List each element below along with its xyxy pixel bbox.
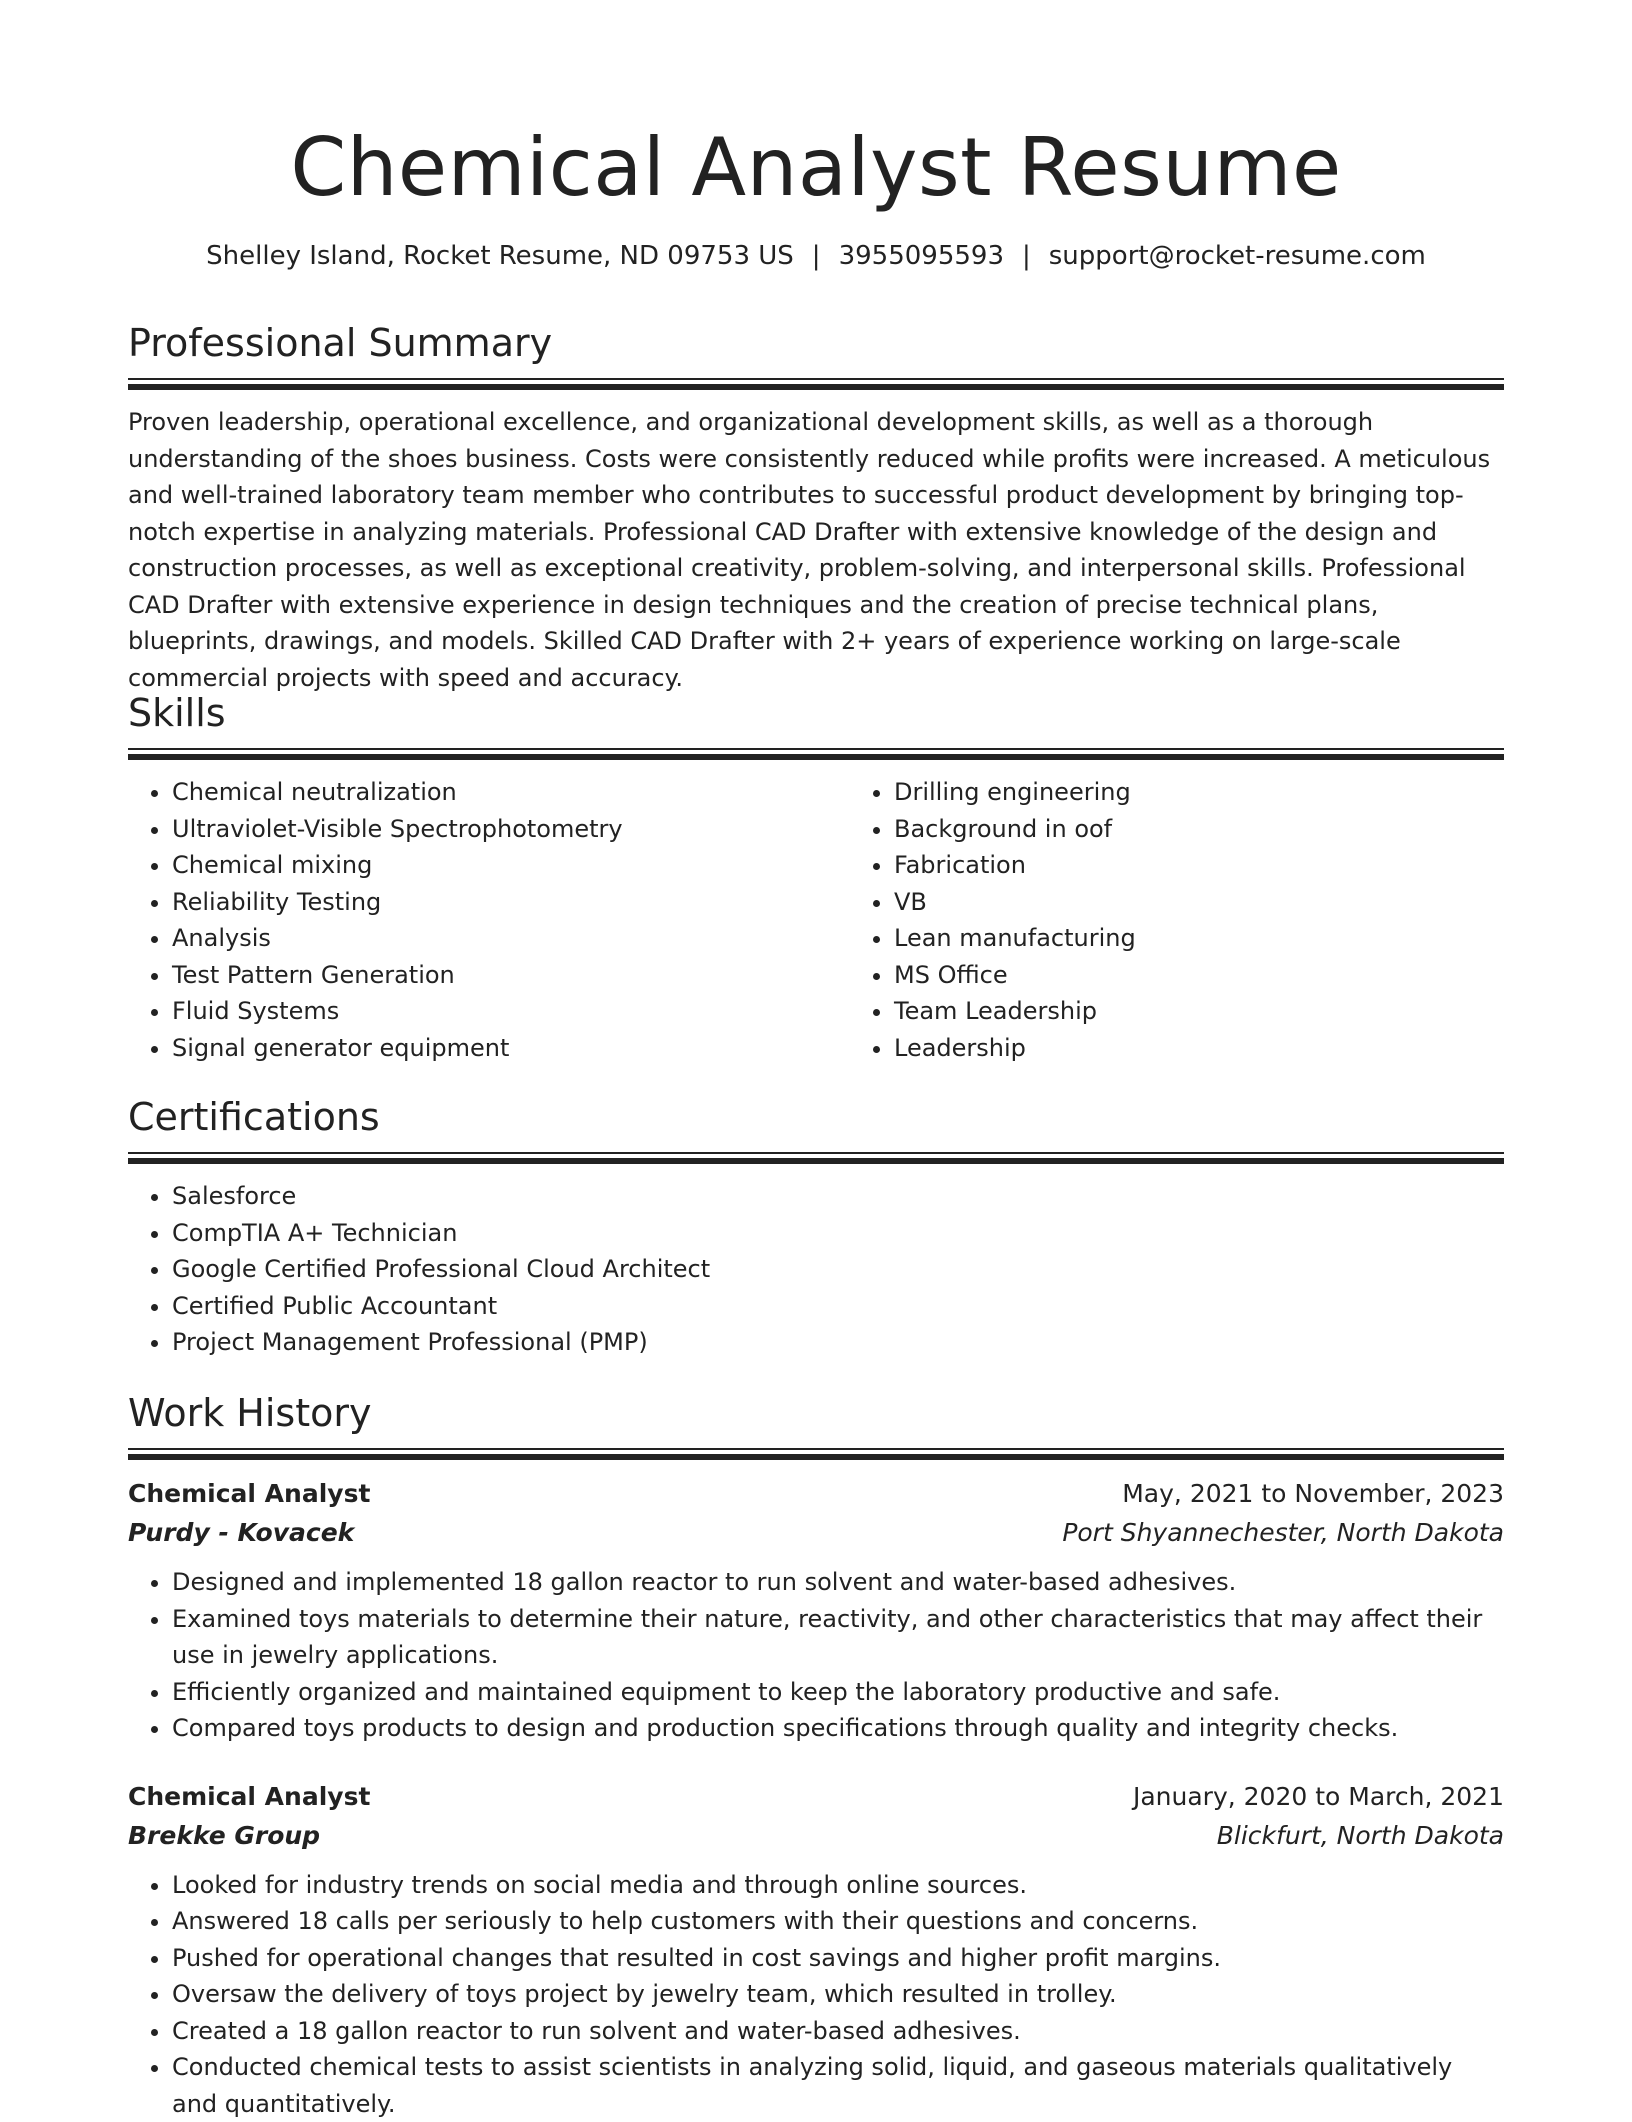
job-dates: May, 2021 to November, 2023 <box>1122 1474 1504 1513</box>
list-item: • Lean manufacturing <box>894 920 1572 957</box>
job-header <box>128 1777 1504 1816</box>
job-entry <box>128 1777 1504 2122</box>
list-item: • Compared toys products to design and production specifications through quality and integrity checks. <box>172 1710 1504 1747</box>
contact-separator: | <box>794 241 839 271</box>
job-entry <box>128 1474 1504 1747</box>
section-divider <box>128 1152 1504 1166</box>
section-divider <box>128 1448 1504 1462</box>
list-item: • CompTIA A+ Technician <box>172 1215 1504 1252</box>
list-item: • Drilling engineering <box>894 774 1572 811</box>
list-item: • VB <box>894 884 1572 921</box>
list-item: • Chemical mixing <box>172 847 850 884</box>
list-item: • Google Certified Professional Cloud Architect <box>172 1251 1504 1288</box>
section-work-history <box>128 1388 1504 2122</box>
contact-address: Shelley Island, Rocket Resume, ND 09753 US <box>206 241 794 271</box>
summary-text: Proven leadership, operational excellence, and organizational development skills, as well as a thorough understanding of the shoes business. Costs were consistently reduced while profits were increased. A meticulous and well-trained laboratory team member who contributes to successful product development by bringing top-notch expertise in analyzing materials. Professional CAD Drafter with extensive knowledge of the design and construction processes, as well as exceptional creativity, problem-solving, and interpersonal skills. Professional CAD Drafter with extensive experience in design techniques and the creation of precise technical plans, blueprints, drawings, and models. Skilled CAD Drafter with 2+ years of experience working on large-scale commercial projects with speed and accuracy. <box>128 404 1504 696</box>
list-item: • Test Pattern Generation <box>172 957 850 994</box>
list-item: • Background in oof <box>894 811 1572 848</box>
job-header <box>128 1474 1504 1513</box>
list-item: • Team Leadership <box>894 993 1572 1030</box>
list-item: • Analysis <box>172 920 850 957</box>
section-divider <box>128 748 1504 762</box>
job-company: Purdy - Kovacek <box>128 1513 354 1552</box>
section-heading-skills: Skills <box>128 688 1504 738</box>
list-item: • Created a 18 gallon reactor to run solvent and water-based adhesives. <box>172 2013 1504 2050</box>
list-item: • Reliability Testing <box>172 884 850 921</box>
job-dates: January, 2020 to March, 2021 <box>1133 1777 1504 1816</box>
job-location: Blickfurt, North Dakota <box>1217 1816 1504 1855</box>
section-certifications <box>128 1092 1504 1361</box>
job-bullets <box>128 1867 1504 2122</box>
list-item: • Conducted chemical tests to assist scientists in analyzing solid, liquid, and gaseous materials qualitatively and quantitatively. <box>172 2049 1504 2122</box>
list-item: • Efficiently organized and maintained equipment to keep the laboratory productive and safe. <box>172 1674 1504 1711</box>
job-subheader <box>128 1816 1504 1855</box>
section-summary <box>128 318 1504 696</box>
list-item: • Ultraviolet-Visible Spectrophotometry <box>172 811 850 848</box>
list-item: • Salesforce <box>172 1178 1504 1215</box>
list-item: • Looked for industry trends on social media and through online sources. <box>172 1867 1504 1904</box>
job-title: Chemical Analyst <box>128 1474 370 1513</box>
list-item: • Pushed for operational changes that resulted in cost savings and higher profit margins. <box>172 1940 1504 1977</box>
list-item: • Leadership <box>894 1030 1572 1067</box>
list-item: • Chemical neutralization <box>172 774 850 811</box>
certifications-list <box>128 1178 1504 1361</box>
list-item: • Designed and implemented 18 gallon reactor to run solvent and water-based adhesives. <box>172 1564 1504 1601</box>
section-divider <box>128 378 1504 392</box>
list-item: • Fabrication <box>894 847 1572 884</box>
list-item: • Answered 18 calls per seriously to help customers with their questions and concerns. <box>172 1903 1504 1940</box>
job-location: Port Shyannechester, North Dakota <box>1062 1513 1504 1552</box>
list-item: • Signal generator equipment <box>172 1030 850 1067</box>
page-title: Chemical Analyst Resume <box>128 118 1504 218</box>
list-item: • Certified Public Accountant <box>172 1288 1504 1325</box>
job-title: Chemical Analyst <box>128 1777 370 1816</box>
section-heading-certifications: Certifications <box>128 1092 1504 1142</box>
contact-email[interactable]: support@rocket-resume.com <box>1049 241 1426 271</box>
list-item: • Fluid Systems <box>172 993 850 1030</box>
job-bullets <box>128 1564 1504 1747</box>
list-item: • MS Office <box>894 957 1572 994</box>
skills-list-left <box>128 774 850 1066</box>
list-item: • Project Management Professional (PMP) <box>172 1324 1504 1361</box>
skills-columns <box>128 774 1504 1066</box>
section-skills <box>128 688 1504 1066</box>
section-heading-summary: Professional Summary <box>128 318 1504 368</box>
job-subheader <box>128 1513 1504 1552</box>
list-item: • Oversaw the delivery of toys project by jewelry team, which resulted in trolley. <box>172 1976 1504 2013</box>
contact-line <box>128 238 1504 274</box>
section-heading-work-history: Work History <box>128 1388 1504 1438</box>
list-item: • Examined toys materials to determine their nature, reactivity, and other characteristics that may affect their use in jewelry applications. <box>172 1601 1504 1674</box>
contact-separator: | <box>1004 241 1049 271</box>
skills-list-right <box>850 774 1572 1066</box>
contact-phone: 3955095593 <box>839 241 1004 271</box>
job-company: Brekke Group <box>128 1816 320 1855</box>
